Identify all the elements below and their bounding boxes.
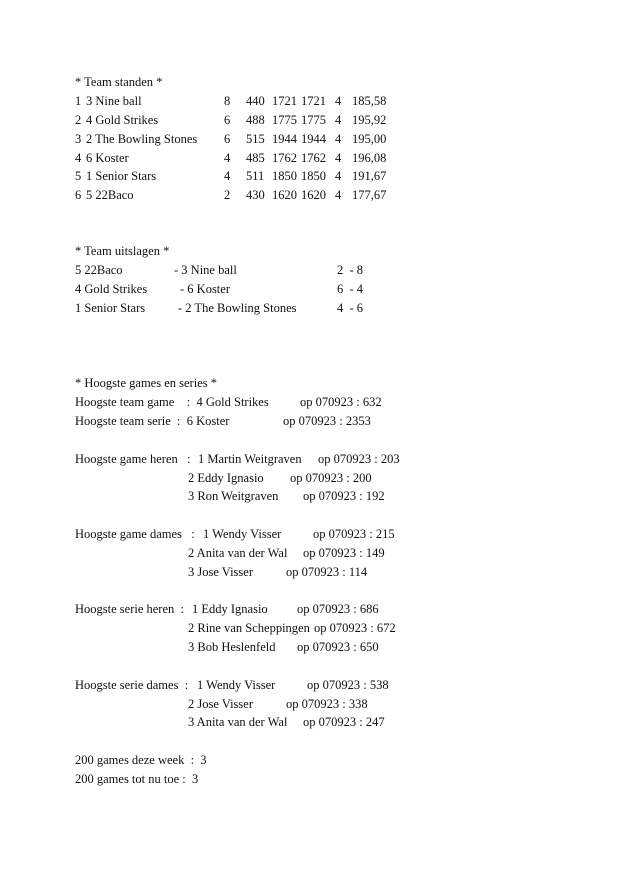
result-home-team: 4 Gold Strikes bbox=[75, 282, 148, 296]
result-score: 4 - 6 bbox=[337, 301, 364, 315]
standings-rank: 1 bbox=[75, 94, 82, 108]
highlights-title: * Hoogste games en series * bbox=[75, 376, 217, 390]
standings-points: 6 bbox=[224, 132, 231, 146]
standings-team: 4 Gold Strikes bbox=[86, 113, 159, 127]
ranking-entry-value: op 070923 : 215 bbox=[313, 527, 395, 541]
standings-high-game: 1775 bbox=[272, 113, 297, 127]
standings-points: 2 bbox=[224, 188, 231, 202]
standings-rank: 4 bbox=[75, 151, 82, 165]
games-200-this-week: 200 games deze week : 3 bbox=[75, 753, 207, 767]
games-200-total: 200 games tot nu toe : 3 bbox=[75, 772, 199, 786]
standings-pins: 485 bbox=[246, 151, 265, 165]
ranking-entry-value: op 070923 : 672 bbox=[314, 621, 396, 635]
result-away-team: - 2 The Bowling Stones bbox=[178, 301, 297, 315]
standings-rank: 5 bbox=[75, 169, 82, 183]
standings-title: * Team standen * bbox=[75, 75, 163, 89]
ranking-entry-name: 3 Anita van der Wal bbox=[188, 715, 288, 729]
standings-high-series: 1944 bbox=[301, 132, 326, 146]
game-heren-label: Hoogste game heren : bbox=[75, 452, 191, 466]
standings-high-game: 1620 bbox=[272, 188, 297, 202]
standings-pins: 440 bbox=[246, 94, 265, 108]
standings-games: 4 bbox=[335, 188, 342, 202]
ranking-entry-value: op 070923 : 538 bbox=[307, 678, 389, 692]
standings-team: 3 Nine ball bbox=[86, 94, 142, 108]
ranking-entry-name: 3 Ron Weitgraven bbox=[188, 489, 279, 503]
standings-average: 195,92 bbox=[352, 113, 387, 127]
standings-average: 191,67 bbox=[352, 169, 387, 183]
standings-high-game: 1944 bbox=[272, 132, 297, 146]
result-away-team: - 6 Koster bbox=[180, 282, 230, 296]
ranking-entry-value: op 070923 : 338 bbox=[286, 697, 368, 711]
ranking-entry-name: 3 Bob Heslenfeld bbox=[188, 640, 276, 654]
result-home-team: 5 22Baco bbox=[75, 263, 123, 277]
ranking-entry-name: 2 Rine van Scheppingen bbox=[188, 621, 310, 635]
ranking-entry-name: 3 Jose Visser bbox=[188, 565, 253, 579]
standings-points: 4 bbox=[224, 169, 231, 183]
standings-points: 4 bbox=[224, 151, 231, 165]
standings-games: 4 bbox=[335, 113, 342, 127]
ranking-entry-value: op 070923 : 114 bbox=[286, 565, 368, 579]
ranking-entry-name: 1 Wendy Visser bbox=[197, 678, 276, 692]
standings-high-game: 1850 bbox=[272, 169, 297, 183]
standings-games: 4 bbox=[335, 132, 342, 146]
team-game-label: Hoogste team game : 4 Gold Strikes bbox=[75, 395, 269, 409]
result-home-team: 1 Senior Stars bbox=[75, 301, 146, 315]
standings-high-series: 1850 bbox=[301, 169, 326, 183]
standings-pins: 511 bbox=[246, 169, 265, 183]
game-dames-label: Hoogste game dames : bbox=[75, 527, 195, 541]
standings-team: 2 The Bowling Stones bbox=[86, 132, 198, 146]
standings-team: 5 22Baco bbox=[86, 188, 134, 202]
serie-heren-label: Hoogste serie heren : bbox=[75, 602, 184, 616]
standings-average: 196,08 bbox=[352, 151, 387, 165]
standings-average: 195,00 bbox=[352, 132, 387, 146]
ranking-entry-name: 2 Jose Visser bbox=[188, 697, 253, 711]
standings-high-game: 1762 bbox=[272, 151, 297, 165]
team-serie-value: op 070923 : 2353 bbox=[283, 414, 371, 428]
standings-points: 8 bbox=[224, 94, 231, 108]
standings-rank: 2 bbox=[75, 113, 82, 127]
standings-rank: 3 bbox=[75, 132, 82, 146]
ranking-entry-value: op 070923 : 203 bbox=[318, 452, 400, 466]
ranking-entry-value: op 070923 : 192 bbox=[303, 489, 385, 503]
standings-high-series: 1762 bbox=[301, 151, 326, 165]
ranking-entry-name: 1 Wendy Visser bbox=[203, 527, 282, 541]
ranking-entry-value: op 070923 : 650 bbox=[297, 640, 379, 654]
ranking-entry-name: 2 Anita van der Wal bbox=[188, 546, 288, 560]
ranking-entry-name: 1 Martin Weitgraven bbox=[198, 452, 302, 466]
standings-points: 6 bbox=[224, 113, 231, 127]
standings-average: 185,58 bbox=[352, 94, 387, 108]
result-away-team: - 3 Nine ball bbox=[174, 263, 237, 277]
standings-pins: 430 bbox=[246, 188, 265, 202]
standings-high-series: 1620 bbox=[301, 188, 326, 202]
team-serie-label: Hoogste team serie : 6 Koster bbox=[75, 414, 230, 428]
standings-team: 6 Koster bbox=[86, 151, 129, 165]
ranking-entry-value: op 070923 : 200 bbox=[290, 471, 372, 485]
result-score: 2 - 8 bbox=[337, 263, 364, 277]
serie-dames-label: Hoogste serie dames : bbox=[75, 678, 189, 692]
results-title: * Team uitslagen * bbox=[75, 244, 170, 258]
standings-high-series: 1721 bbox=[301, 94, 326, 108]
standings-pins: 515 bbox=[246, 132, 265, 146]
ranking-entry-value: op 070923 : 247 bbox=[303, 715, 385, 729]
standings-high-game: 1721 bbox=[272, 94, 297, 108]
result-score: 6 - 4 bbox=[337, 282, 364, 296]
ranking-entry-value: op 070923 : 686 bbox=[297, 602, 379, 616]
standings-games: 4 bbox=[335, 151, 342, 165]
ranking-entry-name: 2 Eddy Ignasio bbox=[188, 471, 264, 485]
team-game-value: op 070923 : 632 bbox=[300, 395, 382, 409]
standings-average: 177,67 bbox=[352, 188, 387, 202]
standings-pins: 488 bbox=[246, 113, 265, 127]
ranking-entry-name: 1 Eddy Ignasio bbox=[192, 602, 268, 616]
standings-high-series: 1775 bbox=[301, 113, 326, 127]
standings-team: 1 Senior Stars bbox=[86, 169, 157, 183]
standings-games: 4 bbox=[335, 94, 342, 108]
ranking-entry-value: op 070923 : 149 bbox=[303, 546, 385, 560]
standings-games: 4 bbox=[335, 169, 342, 183]
standings-rank: 6 bbox=[75, 188, 82, 202]
